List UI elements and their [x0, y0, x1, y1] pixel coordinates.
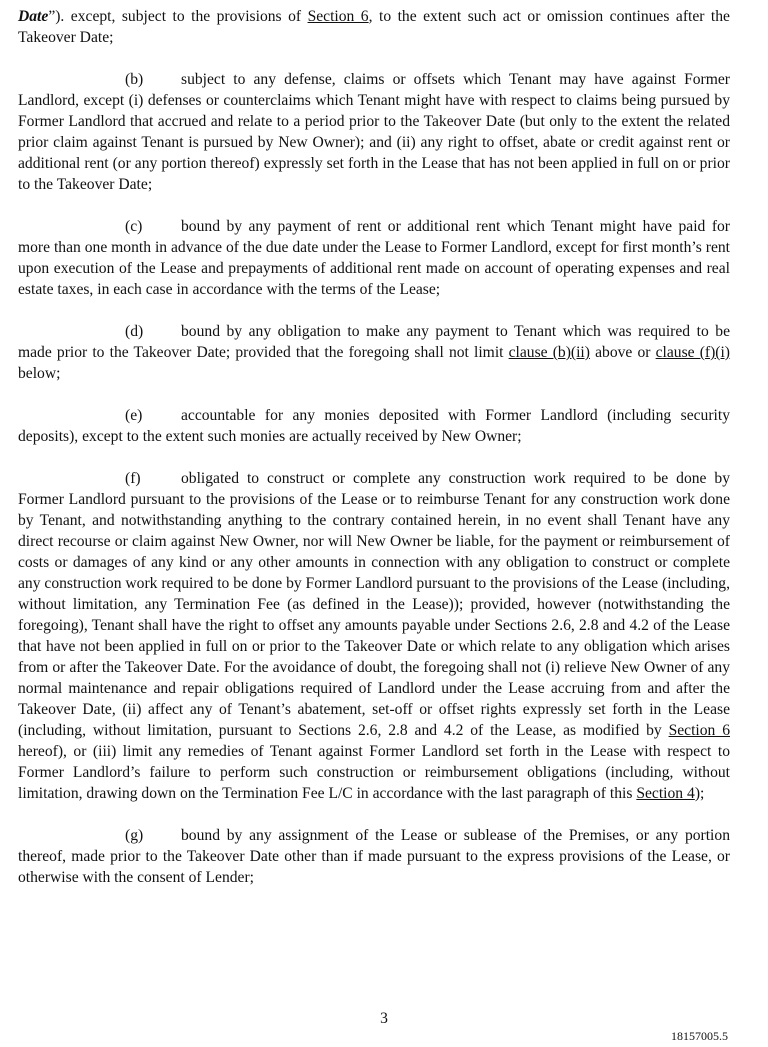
- item-label: (g): [125, 827, 144, 844]
- paragraph-intro: Date”). except, subject to the provisions of Section 6, to the extent such act or omission continues after the Takeover Date;: [18, 8, 730, 46]
- document-id: 18157005.5: [671, 1029, 728, 1043]
- section-reference: Section 6: [307, 8, 369, 25]
- paragraph-g: (g) bound by any assignment of the Lease or sublease of the Premises, or any portion thereof, made prior to the Takeover Date other than if made pursuant to the express provisions of the Lease, or otherwise with the consent of Lender;: [18, 827, 730, 886]
- page-number: 3: [380, 1010, 388, 1027]
- paragraph-c: (c) bound by any payment of rent or additional rent which Tenant might have paid for more than one month in advance of the due date under the Lease to Former Landlord, except for first month’s rent upon execution of the Lease and prepayments of additional rent made on account of operating expenses and real estate taxes, in each case in accordance with the terms of the Lease;: [18, 218, 730, 298]
- paragraph-b: (b) subject to any defense, claims or offsets which Tenant may have against Former Landlord, except (i) defenses or counterclaims which Tenant might have with respect to claims being pursued by Former Landlord that accrued and relate to a period prior to the Takeover Date (but only to the extent the related prior claim against Tenant is pursued by New Owner); and (ii) any right to offset, abate or credit against rent or additional rent (or any portion thereof) expressly set forth in the Lease that has not been applied in full on or prior to the Takeover Date;: [18, 71, 730, 193]
- item-label: (c): [125, 218, 143, 235]
- item-label: (e): [125, 407, 143, 424]
- paragraph-e: (e) accountable for any monies deposited with Former Landlord (including security deposits), except to the extent such monies are actually received by New Owner;: [18, 407, 730, 445]
- clause-reference: clause (b)(ii): [508, 344, 590, 361]
- section-reference: Section 6: [668, 722, 730, 739]
- item-label: (d): [125, 323, 144, 340]
- paragraph-f: (f) obligated to construct or complete any construction work required to be done by Former Landlord pursuant to the provisions of the Lease or to reimburse Tenant for any construction work done by Tenant, and notwithstanding anything to the contrary contained herein, in no event shall Tenant have any direct recourse or claim against New Owner, nor will New Owner be liable, for the payment or reimbursement of costs or damages of any kind or any other amounts in connection with any obligation to construct or complete any construction work required to be done by Former Landlord pursuant to the provisions of the Lease (including, without limitation, any Termination Fee (as defined in the Lease)); provided, however (notwithstanding the foregoing), Tenant shall have the right to offset any amounts payable under Sections 2.6, 2.8 and 4.2 of the Lease that have not been applied in full on or prior to the Takeover Date or which relate to any obligation which arises from or after the Takeover Date. For the avoidance of doubt, the foregoing shall not (i) relieve New Owner of any normal maintenance and repair obligations required of Landlord under the Lease accruing from and after the Takeover Date, (ii) affect any of Tenant’s abatement, set-off or offset rights expressly set forth in the Lease (including, without limitation, pursuant to Sections 2.6, 2.8 and 4.2 of the Lease, as modified by Section 6 hereof), or (iii) limit any remedies of Tenant against Former Landlord set forth in the Lease with respect to Former Landlord’s failure to perform such construction or reimbursement obligations (including, without limitation, drawing down on the Termination Fee L/C in accordance with the last paragraph of this Section 4);: [18, 470, 730, 802]
- item-label: (b): [125, 71, 144, 88]
- paragraph-d: (d) bound by any obligation to make any payment to Tenant which was required to be made prior to the Takeover Date; provided that the foregoing shall not limit clause (b)(ii) above or clause (f)(i) below;: [18, 323, 731, 382]
- item-label: (f): [125, 470, 141, 487]
- section-reference: Section 4: [636, 785, 695, 802]
- clause-reference: clause (f)(i): [655, 344, 731, 361]
- defined-term: Date: [18, 8, 49, 25]
- document-body: [18, 6, 730, 888]
